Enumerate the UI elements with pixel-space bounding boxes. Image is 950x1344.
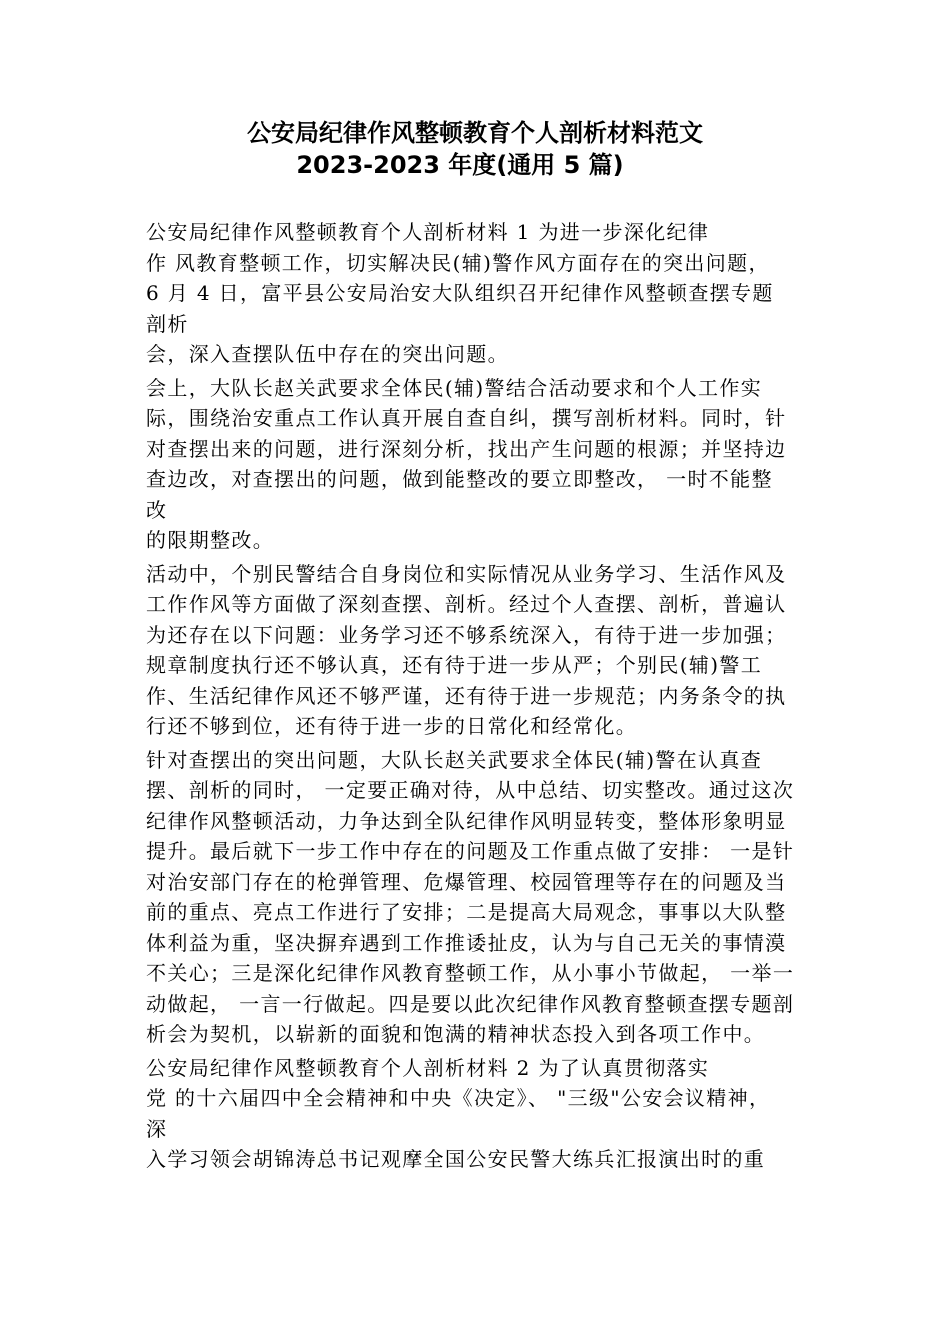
body-line: 纪律作风整顿活动，力争达到全队纪律作风明显转变，整体形象明显: [146, 808, 787, 833]
body-line: 入学习领会胡锦涛总书记观摩全国公安民警大练兵汇报演出时的重: [146, 1147, 766, 1171]
body-line: 针对查摆出的突出问题，大队长赵关武要求全体民(辅)警在认真查: [146, 747, 763, 772]
document-body: [146, 217, 826, 1175]
document-title-line-1: 公安局纪律作风整顿教育个人剖析材料范文: [247, 119, 703, 147]
body-line: 不关心；三是深化纪律作风教育整顿工作，从小事小节做起， 一举一: [146, 961, 795, 985]
body-line: 际，围绕治安重点工作认真开展自查自纠，撰写剖析材料。同时，针: [146, 406, 787, 430]
body-line: 工作作风等方面做了深刻查摆、剖析。经过个人查摆、剖析，普遍认: [146, 592, 787, 616]
body-line: 摆、剖析的同时， 一定要正确对待，从中总结、切实整改。通过这次: [146, 778, 795, 802]
body-line: 对治安部门存在的枪弹管理、危爆管理、校园管理等存在的问题及当: [146, 869, 787, 894]
body-line: 体利益为重，坚决摒弃遇到工作推诿扯皮，认为与自己无关的事情漠: [146, 930, 787, 955]
body-line: 查边改，对查摆出的问题，做到能整改的要立即整改， 一时不能整: [146, 467, 773, 491]
body-line: 会，深入查摆队伍中存在的突出问题。: [146, 342, 509, 366]
body-line: 党 的十六届四中全会精神和中央《决定》、 "三级"公安会议精神，: [146, 1086, 771, 1110]
body-line: 6 月 4 日，富平县公安局治安大队组织召开纪律作风整顿查摆专题: [146, 281, 774, 305]
body-line: 剖析: [146, 311, 189, 336]
body-line: 对查摆出来的问题，进行深刻分析，找出产生问题的根源；并坚持边: [146, 436, 787, 461]
body-line: 改: [146, 497, 168, 522]
body-line: 提升。最后就下一步工作中存在的问题及工作重点做了安排： 一是针: [146, 839, 795, 863]
body-line: 公安局纪律作风整顿教育个人剖析材料 2 为了认真贯彻落实: [146, 1055, 710, 1080]
body-line: 析会为契机，以崭新的面貌和饱满的精神状态投入到各项工作中。: [146, 1022, 766, 1046]
body-line: 活动中，个别民警结合自身岗位和实际情况从业务学习、生活作风及: [146, 561, 787, 586]
body-line: 作、生活纪律作风还不够严谨，还有待于进一步规范；内务条令的执: [146, 683, 787, 708]
body-line: 动做起， 一言一行做起。四是要以此次纪律作风教育整顿查摆专题剖: [146, 991, 795, 1016]
body-line: 会上，大队长赵关武要求全体民(辅)警结合活动要求和个人工作实: [146, 375, 763, 400]
body-line: 为还存在以下问题：业务学习还不够系统深入，有待于进一步加强；: [146, 622, 787, 647]
body-line: 规章制度执行还不够认真，还有待于进一步从严；个别民(辅)警工: [146, 653, 763, 677]
body-line: 作 风教育整顿工作，切实解决民(辅)警作风方面存在的突出问题，: [146, 250, 770, 275]
body-line: 的限期整改。: [146, 528, 275, 552]
body-line: 公安局纪律作风整顿教育个人剖析材料 1 为进一步深化纪律: [146, 220, 710, 244]
body-line: 深: [146, 1116, 168, 1141]
document-title-line-2: 2023-2023 年度(通用 5 篇): [296, 151, 624, 179]
body-line: 行还不够到位，还有待于进一步的日常化和经常化。: [146, 714, 638, 738]
body-line: 前的重点、亮点工作进行了安排；二是提高大局观念，事事以大队整: [146, 900, 787, 924]
